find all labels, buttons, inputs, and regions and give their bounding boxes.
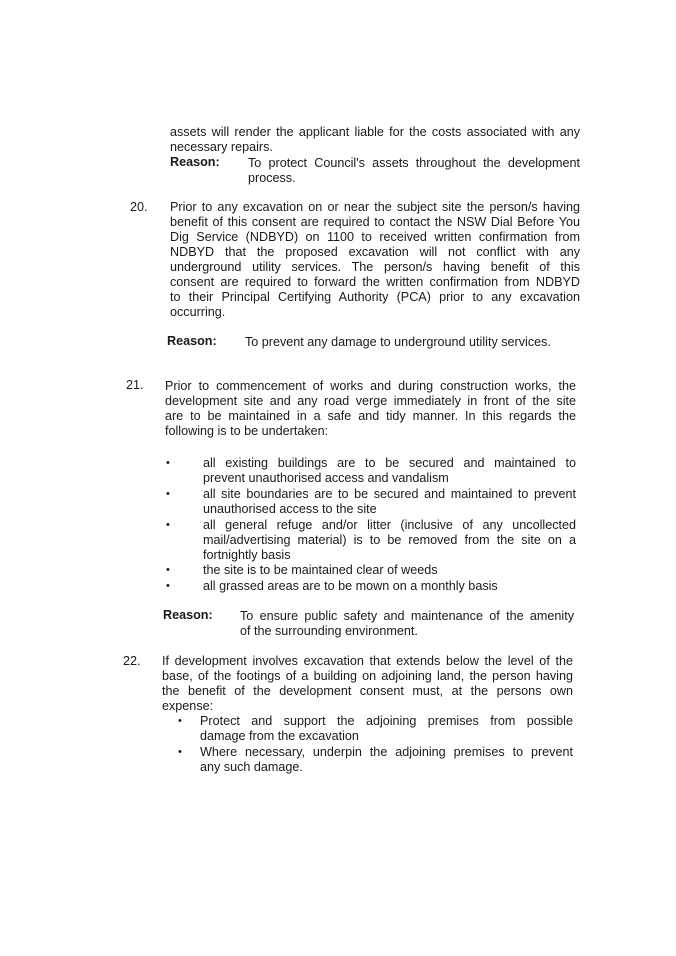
list-item: all existing buildings are to be secured and maintained to (203, 456, 576, 470)
text-line: underground utility services. The person/s having benefit of this (170, 260, 580, 274)
list-item: all site boundaries are to be secured and maintained to prevent (203, 487, 576, 501)
text-line: development site and any road verge immediately in front of the site (165, 394, 576, 408)
reason-text: of the surrounding environment. (240, 624, 418, 638)
text-line: necessary repairs. (170, 140, 273, 154)
reason-label: Reason: (167, 334, 217, 348)
reason-label: Reason: (163, 608, 213, 622)
text-line: Prior to commencement of works and during construction works, the (165, 379, 576, 393)
list-item: Protect and support the adjoining premises from possible (200, 714, 573, 728)
condition-number: 22. (123, 654, 141, 668)
text-line: consent are required to forward the written confirmation from NDBYD (170, 275, 580, 289)
bullet-icon: • (178, 746, 182, 758)
list-item: all grassed areas are to be mown on a monthly basis (203, 579, 498, 593)
bullet-icon: • (166, 580, 170, 592)
bullet-icon: • (166, 457, 170, 469)
text-line: assets will render the applicant liable for the costs associated with any (170, 125, 580, 139)
text-line: expense: (162, 699, 214, 713)
list-item: fortnightly basis (203, 548, 291, 562)
text-line: following is to be undertaken: (165, 424, 329, 438)
list-item: the site is to be maintained clear of weeds (203, 563, 438, 577)
text-line: benefit of this consent are required to contact the NSW Dial Before You (170, 215, 580, 229)
bullet-icon: • (166, 564, 170, 576)
text-line: to their Principal Certifying Authority (PCA) prior to any excavation (170, 290, 580, 304)
reason-text: To prevent any damage to underground utility services. (245, 335, 551, 349)
bullet-icon: • (178, 715, 182, 727)
text-line: occurring. (170, 305, 226, 319)
condition-number: 21. (126, 378, 144, 392)
list-item: all general refuge and/or litter (inclusive of any uncollected (203, 518, 576, 532)
list-item: any such damage. (200, 760, 303, 774)
list-item: Where necessary, underpin the adjoining premises to prevent (200, 745, 573, 759)
bullet-icon: • (166, 519, 170, 531)
reason-label: Reason: (170, 155, 220, 169)
text-line: the benefit of the development consent must, at the persons own (162, 684, 573, 698)
reason-text: To ensure public safety and maintenance of the amenity (240, 609, 574, 623)
list-item: prevent unauthorised access and vandalism (203, 471, 449, 485)
text-line: base, of the footings of a building on adjoining land, the person having (162, 669, 573, 683)
list-item: damage from the excavation (200, 729, 359, 743)
text-line: NDBYD that the proposed excavation will not conflict with any (170, 245, 580, 259)
reason-text: To protect Council's assets throughout the development (248, 156, 580, 170)
text-line: If development involves excavation that extends below the level of the (162, 654, 573, 668)
reason-text: process. (248, 171, 296, 185)
list-item: unauthorised access to the site (203, 502, 377, 516)
text-line: Dig Service (NDBYD) on 1100 to received written confirmation from (170, 230, 580, 244)
text-line: Prior to any excavation on or near the subject site the person/s having (170, 200, 580, 214)
text-line: are to be maintained in a safe and tidy manner. In this regards the (165, 409, 576, 423)
condition-number: 20. (130, 200, 148, 214)
list-item: mail/advertising material) is to be removed from the site on a (203, 533, 576, 547)
bullet-icon: • (166, 488, 170, 500)
